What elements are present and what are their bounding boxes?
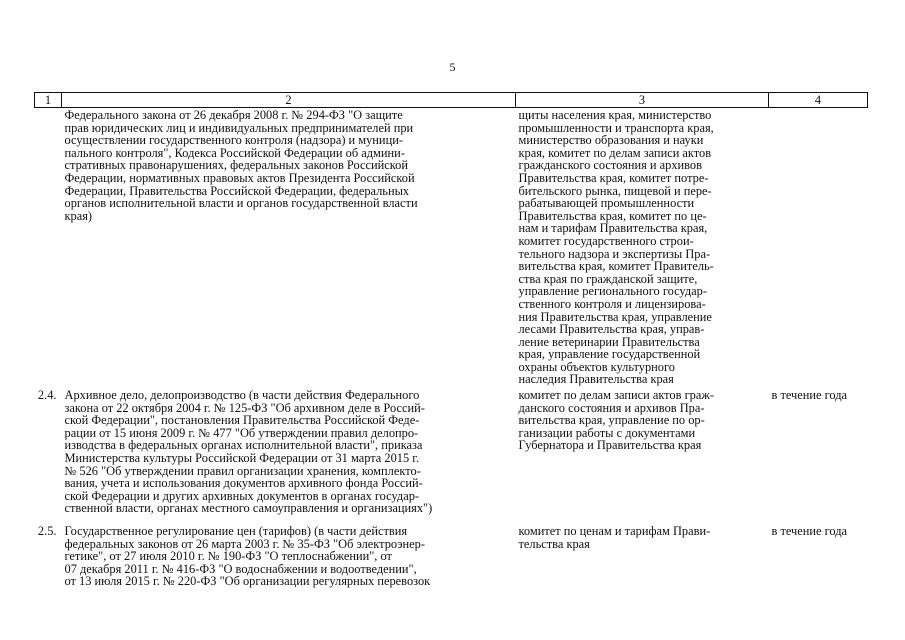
page-number: 5 bbox=[449, 60, 456, 74]
table-row bbox=[35, 525, 868, 588]
document-table bbox=[34, 92, 868, 588]
row-responsible: комитет по ценам и тарифам Прави- тельства края bbox=[518, 524, 711, 551]
row-deadline: в течение года bbox=[771, 388, 848, 403]
row-number bbox=[35, 108, 62, 390]
row-description: Федерального закона от 26 декабря 2008 г. № 294-ФЗ "О защите прав юридических лиц и индивидуальных предпринимателей при осуществлении государственного контроля (надзора) и муници- пального контроля", Кодекса Российской Федерации об админи- стративных правонарушениях, федеральных законов Российской Федерации, нормативных правовых актов Президента Российской Федерации, Правительства Российской Федерации, федеральных органов исполнительной власти и органов государственной власти края) bbox=[64, 108, 418, 223]
table-row bbox=[35, 389, 868, 525]
row-responsible: комитет по делам записи актов граж- данского состояния и архивов Пра- вительства края, управление по ор- ганизации работы с документами Губернатора и Правительства края bbox=[518, 388, 715, 453]
column-header-responsible: 3 bbox=[516, 93, 769, 108]
table-header-row bbox=[35, 93, 868, 108]
row-number: 2.5. bbox=[37, 524, 57, 538]
row-number: 2.4. bbox=[37, 388, 57, 403]
row-description: Государственное регулирование цен (тарифов) (в части действия федеральных законов от 26 марта 2003 г. № 35-ФЗ "Об электроэнер- гетике", от 27 июля 2010 г. № 190-ФЗ "О теплоснабжении", от 07 декабря 2011 г. № 416-ФЗ "О водоснабжении и водоотведении", от 13 июля 2015 г. № 220-ФЗ "Об организации регулярных перевозок bbox=[64, 524, 431, 589]
column-header-deadline: 4 bbox=[769, 93, 868, 108]
column-header-number: 1 bbox=[35, 93, 62, 108]
row-responsible: щиты населения края, министерство промышленности и транспорта края, министерство образования и науки края, комитет по делам записи актов гражданского состояния и архивов Правительства края, комитет потре- бительского рынка, пищевой и пере- рабатывающей промышленности Правительства края, комитет по це- нам и тарифам Правительства края, комитет государственного строи- тельного надзора и экспертизы Пра- вительства края, комитет Правитель- ства края по гражданской защите, управление регионального государ- ственного контроля и лицензирова- ния Правительства края, управление лесами Правительства края, управ- ление ветеринарии Правительства края, управление государственной охраны объектов культурного наследия Правительства края bbox=[518, 108, 714, 387]
row-deadline bbox=[769, 108, 868, 390]
column-header-description: 2 bbox=[62, 93, 516, 108]
row-deadline: в течение года bbox=[771, 524, 848, 538]
row-description: Архивное дело, делопроизводство (в части действия Федерального закона от 22 октября 2004 г. № 125-ФЗ "Об архивном деле в Россий- ской Федерации", постановления Правительства Российской Феде- рации от 15 июня 2009 г. № 477 "Об утверждении правил делопро- изводства в федеральных органах исполнительной власти", приказа Министерства культуры Российской Федерации от 31 марта 2015 г. № 526 "Об утверждении правил организации хранения, комплекто- вания, учета и использования документов архивного фонда Россий- ской Федерации и других архивных документов в органах государ- ственной власти, органах местного самоуправления и организациях") bbox=[64, 388, 433, 516]
table-row bbox=[35, 108, 868, 390]
